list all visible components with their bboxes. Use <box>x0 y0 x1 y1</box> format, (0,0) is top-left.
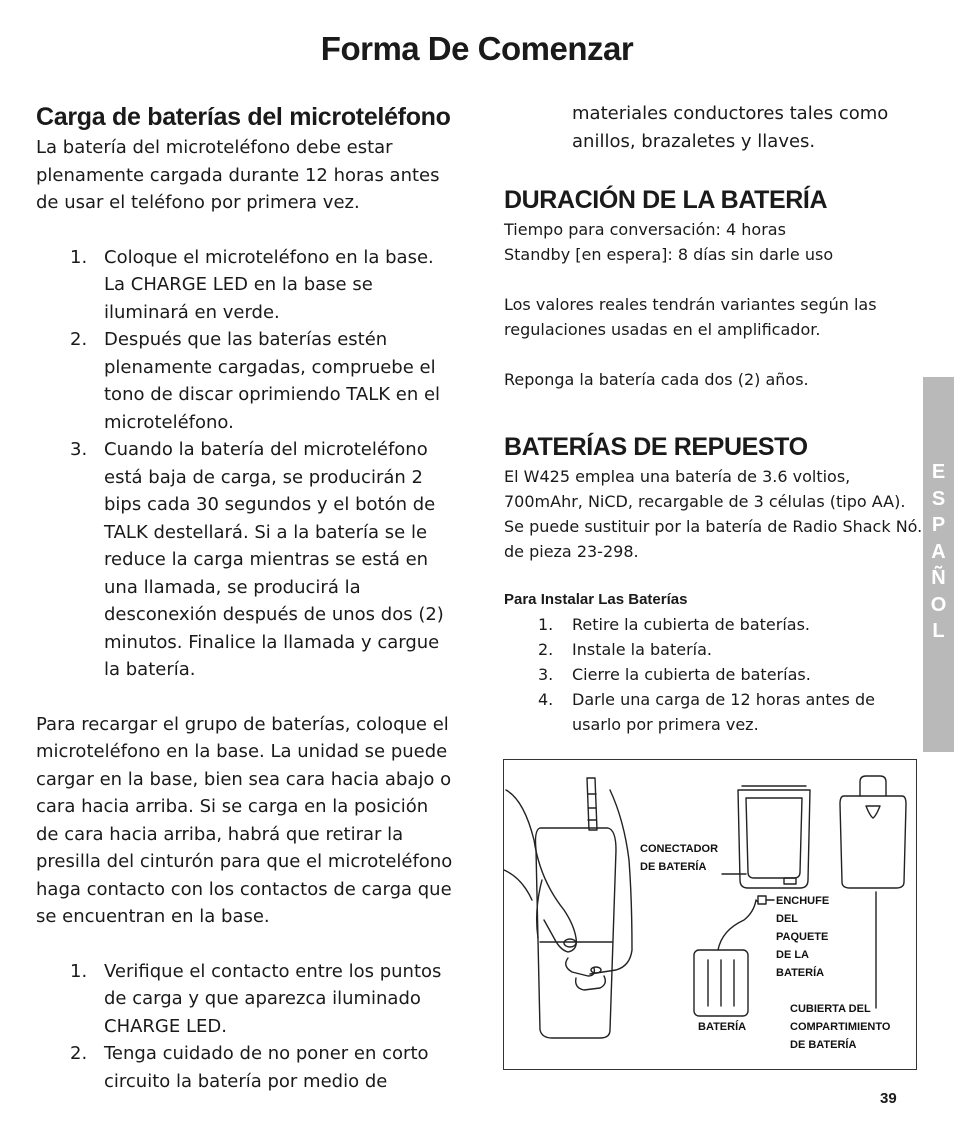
spacer <box>36 217 456 244</box>
page-number: 39 <box>880 1090 897 1107</box>
spacer <box>36 684 456 711</box>
plug-label: ENCHUFE DEL PAQUETE DE LA BATERÍA <box>776 895 830 979</box>
talk-time: Tiempo para conversación: 4 horas <box>504 220 786 239</box>
compartment-icon <box>738 790 810 888</box>
list-item: 3. Cuando la batería del microteléfono está baja de carga, se producirán 2 bips cada 30 segundos y el botón de TALK destellará. Si a la batería se le reduce la carga mientras se está en una llamada, se producirá la desconexión después de unos dos (2) minutos. Finalice la llamada y cargue la batería. <box>70 439 444 680</box>
connector-icon <box>784 878 796 884</box>
language-side-tab <box>923 377 954 752</box>
list-item: 2. Instale la batería. <box>538 640 712 659</box>
list-item: 1. Verifique el contacto entre los puntos de carga y que aparezca iluminado CHARGE LED. <box>70 960 442 1037</box>
charging-intro: La batería del microteléfono debe estar plenamente cargada durante 12 horas antes de usar el teléfono por primera vez. <box>36 137 440 213</box>
list-item: 1. Coloque el microteléfono en la base. La CHARGE LED en la base se iluminará en verde. <box>70 246 434 323</box>
hand-icon <box>506 790 576 952</box>
duration-heading: DURACIÓN DE LA BATERÍA <box>504 186 828 214</box>
values-note: Los valores reales tendrán variantes según las regulaciones usadas en el amplificador. <box>504 295 877 339</box>
list-item: 2. Después que las baterías estén plenamente cargadas, compruebe el tono de discar oprimiendo TALK en el microteléfono. <box>70 329 441 433</box>
list-item: 3. Cierre la cubierta de baterías. <box>538 665 811 684</box>
spare-text: El W425 emplea una batería de 3.6 voltios, 700mAhr, NiCD, recargable de 3 células (tipo AA). Se puede sustituir por la batería de Radio Shack Nó. de pieza 23-298. <box>504 467 923 561</box>
list-item: 4. Darle una carga de 12 horas antes de usarlo por primera vez. <box>538 690 875 734</box>
left-column <box>36 100 456 1095</box>
contact-steps <box>36 958 456 1096</box>
handset-icon <box>536 828 617 1038</box>
charging-heading: Carga de baterías del microteléfono <box>36 103 451 131</box>
spacer <box>504 564 924 587</box>
replace-note: Reponga la batería cada dos (2) años. <box>504 370 809 389</box>
spare-heading: BATERÍAS DE REPUESTO <box>504 433 808 461</box>
spacer <box>504 267 924 292</box>
antenna-icon <box>587 778 597 830</box>
page-title: Forma De Comenzar <box>320 30 634 67</box>
spacer <box>504 342 924 367</box>
plug-icon <box>758 896 766 904</box>
connector-label: CONECTADOR DE BATERÍA <box>640 843 719 873</box>
spacer <box>504 155 924 183</box>
spacer <box>504 392 924 430</box>
side-tab-letters: E S P A Ñ O L <box>930 461 947 642</box>
continuation-text: materiales conductores tales como anillos, brazaletes y llaves. <box>572 103 889 152</box>
spacer <box>36 931 456 958</box>
charging-steps <box>36 244 456 684</box>
battery-illustration <box>503 759 917 1070</box>
install-heading: Para Instalar Las Baterías <box>504 591 688 608</box>
battery-label: BATERÍA <box>698 1021 747 1033</box>
standby-time: Standby [en espera]: 8 días sin darle uso <box>504 245 834 264</box>
recharge-paragraph: Para recargar el grupo de baterías, coloque el microteléfono en la base. La unidad se puede cargar en la base, bien sea cara hacia abajo o cara hacia arriba. Si se carga en la posición de cara hacia arriba, habrá que retirar la presilla del cinturón para que el microteléfono haga contacto con los contactos de carga que se encuentran en la base. <box>36 713 453 927</box>
cover-icon <box>840 796 906 888</box>
cover-label: CUBIERTA DEL COMPARTIMIENTO DE BATERÍA <box>790 1003 891 1051</box>
list-item: 2. Tenga cuidado de no poner en corto circuito la batería por medio de <box>70 1043 429 1092</box>
list-item: 1. Retire la cubierta de baterías. <box>538 615 810 634</box>
install-steps <box>504 612 924 737</box>
battery-wire-icon <box>718 900 758 950</box>
right-column <box>504 100 924 737</box>
